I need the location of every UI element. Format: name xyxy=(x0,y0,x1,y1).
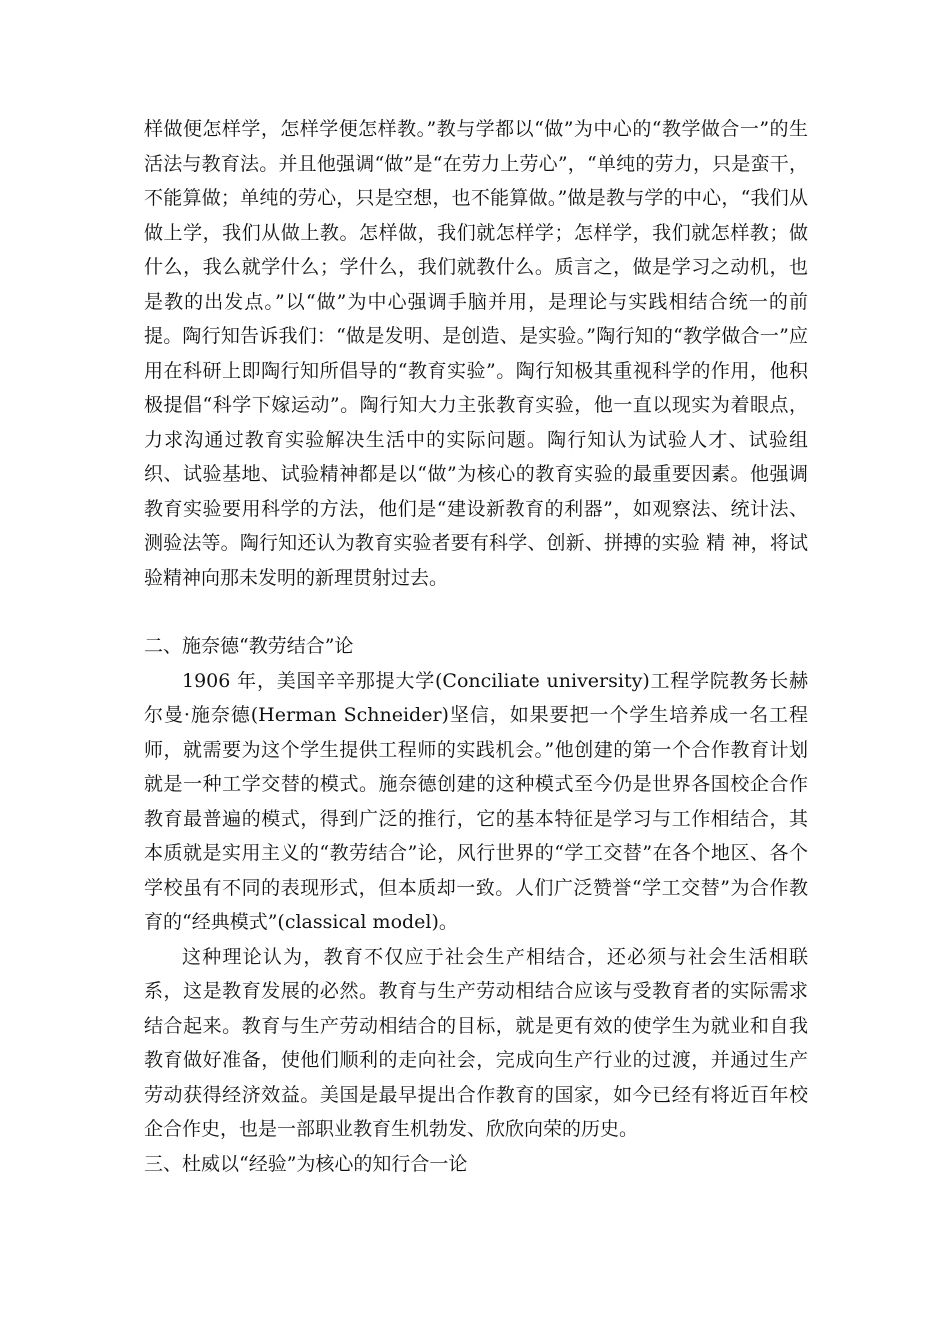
section-heading-schneider: 二、施奈德“教劳结合”论 xyxy=(144,635,354,657)
paragraph-schneider-cooperative: 1906 年，美国辛辛那提大学(Conciliate university)工程学院教务长赫尔曼·施奈德(Herman Schneider)坚信，如果要把一个学生培养成一名工程师，就需要为这个学生提供工程师的实践机会。”他创建的第一个合作教育计划就是一种工学交替的模式。施奈德创建的这种模式至今仍是世界各国校企合作教育最普遍的模式，得到广泛的推行，它的基本特征是学习与工作相结合，其本质就是实用主义的“教劳结合”论，风行世界的“学工交替”在各个地区、各个学校虽有不同的表现形式，但本质却一致。人们广泛赞誉“学工交替”为合作教育的“经典模式”(classical model)。 xyxy=(144,669,808,933)
paragraph-spacer xyxy=(144,595,808,629)
document-body xyxy=(144,112,808,1181)
paragraph-education-labor: 这种理论认为，教育不仅应于社会生产相结合，还必须与社会生活相联系，这是教育发展的必然。教育与生产劳动相结合应该与受教育者的实际需求结合起来。教育与生产劳动相结合的目标，就是更有效的使学生为就业和自我教育做好准备，使他们顺利的走向社会，完成向生产行业的过渡，并通过生产劳动获得经济效益。美国是最早提出合作教育的国家，如今已经有将近百年校企合作史，也是一部职业教育生机勃发、欣欣向荣的历史。 xyxy=(144,945,808,1140)
paragraph-teaching-doing: 样做便怎样学，怎样学便怎样教。”教与学都以“做”为中心的“教学做合一”的生活法与教育法。并且他强调“做”是“在劳力上劳心”，“单纯的劳力，只是蛮干，不能算做；单纯的劳心，只是空想，也不能算做。”做是教与学的中心，“我们从做上学，我们从做上教。怎样做，我们就怎样学；怎样学，我们就怎样教；做什么，我么就学什么；学什么，我们就教什么。质言之，做是学习之动机，也是教的出发点。”以“做”为中心强调手脑并用，是理论与实践相结合统一的前提。陶行知告诉我们：“做是发明、是创造、是实验。”陶行知的“教学做合一”应用在科研上即陶行知所倡导的“教育实验”。陶行知极其重视科学的作用，他积极提倡“科学下嫁运动”。陶行知大力主张教育实验，他一直以现实为着眼点，力求沟通过教育实验解决生活中的实际问题。陶行知认为试验人才、试验组织、试验基地、试验精神都是以“做”为核心的教育实验的最重要因素。他强调教育实验要用科学的方法，他们是“建设新教育的利器”，如观察法、统计法、测验法等。陶行知还认为教育实验者要有科学、创新、拼搏的实验 精 神，将试验精神向那未发明的新理贯射过去。 xyxy=(144,118,808,589)
section-heading-dewey: 三、杜威以“经验”为核心的知行合一论 xyxy=(144,1152,468,1175)
